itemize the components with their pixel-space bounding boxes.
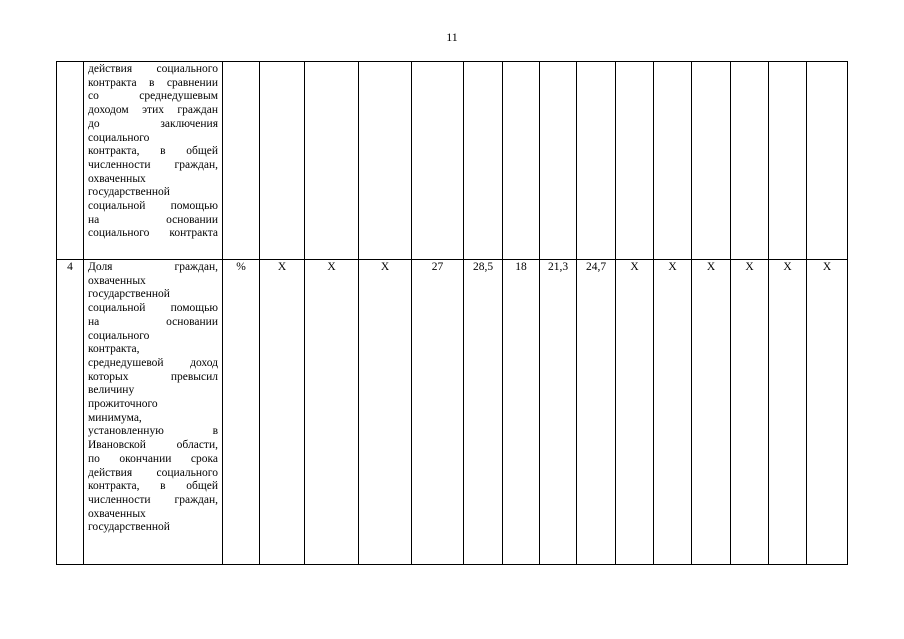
indicator-name-line: действия социального [88,63,218,75]
indicator-name-line: государственной [88,288,170,301]
indicator-name-line: государственной [88,521,170,534]
value-cell: Х [731,260,769,565]
value-cell: Х [769,260,807,565]
value-cell [464,62,503,260]
indicator-name-line: охваченных [88,172,146,185]
indicator-name-line: среднедушевой доход [88,356,218,369]
indicator-name-line: на основании [88,315,218,328]
indicator-name-line: контракта в сравнении [88,76,218,89]
indicator-name-line: государственной [88,186,170,199]
indicator-name-line: доходом этих граждан [88,104,218,117]
unit-cell [223,62,260,260]
indicator-name-line: со среднедушевым [88,90,218,103]
value-cell [412,62,464,260]
indicator-name-cell [84,260,223,565]
value-cell [769,62,807,260]
value-cell: Х [260,260,305,565]
indicator-name-line: контракта, в общей [88,480,218,493]
indicator-name-line: минимума, [88,411,142,424]
value-cell [359,62,412,260]
value-cell: 28,5 [464,260,503,565]
indicator-name-line: величину [88,384,135,397]
value-cell: Х [654,260,692,565]
indicator-name-line: численности граждан, [88,493,218,506]
value-cell: Х [359,260,412,565]
value-cell [731,62,769,260]
value-cell [807,62,848,260]
indicator-name-cell [84,62,223,260]
indicator-name-line: социального [88,131,150,144]
unit-cell: % [223,260,260,565]
value-cell [616,62,654,260]
value-cell: Х [305,260,359,565]
indicator-name-line: которых превысил [88,370,218,383]
table-row [57,62,848,260]
value-cell: 18 [503,260,540,565]
table-row [57,260,848,565]
value-cell: 24,7 [577,260,616,565]
value-cell [654,62,692,260]
indicator-name-line: численности граждан, [88,158,218,171]
value-cell [692,62,731,260]
row-number-cell [57,62,84,260]
page-number: 11 [446,30,458,44]
indicator-name-line: охваченных [88,507,146,520]
indicator-name-line: действия социального [88,466,218,479]
indicator-name-line: по окончании срока [88,452,218,465]
indicator-name-line: на основании [88,213,218,226]
value-cell: 27 [412,260,464,565]
value-cell [577,62,616,260]
indicator-name-line: Ивановской области, [88,439,218,452]
value-cell: Х [692,260,731,565]
indicator-name-line: до заключения [88,117,218,130]
value-cell [260,62,305,260]
value-cell [503,62,540,260]
row-number-cell: 4 [57,260,84,565]
indicator-name-line: охваченных [88,274,146,287]
indicator-table [56,61,848,565]
indicator-name-line: установленную в [88,425,218,438]
value-cell: Х [616,260,654,565]
indicator-name-line: Доля граждан, [88,261,218,273]
indicator-name-line: прожиточного [88,398,158,411]
value-cell: Х [807,260,848,565]
value-cell: 21,3 [540,260,577,565]
indicator-name-line: контракта, [88,343,140,356]
indicator-name-line: контракта, в общей [88,145,218,158]
indicator-name-line: социального контракта [88,227,218,240]
indicator-name-line: социального [88,329,150,342]
value-cell [540,62,577,260]
indicator-name-line: социальной помощью [88,302,218,315]
value-cell [305,62,359,260]
indicator-name-line: социальной помощью [88,200,218,213]
